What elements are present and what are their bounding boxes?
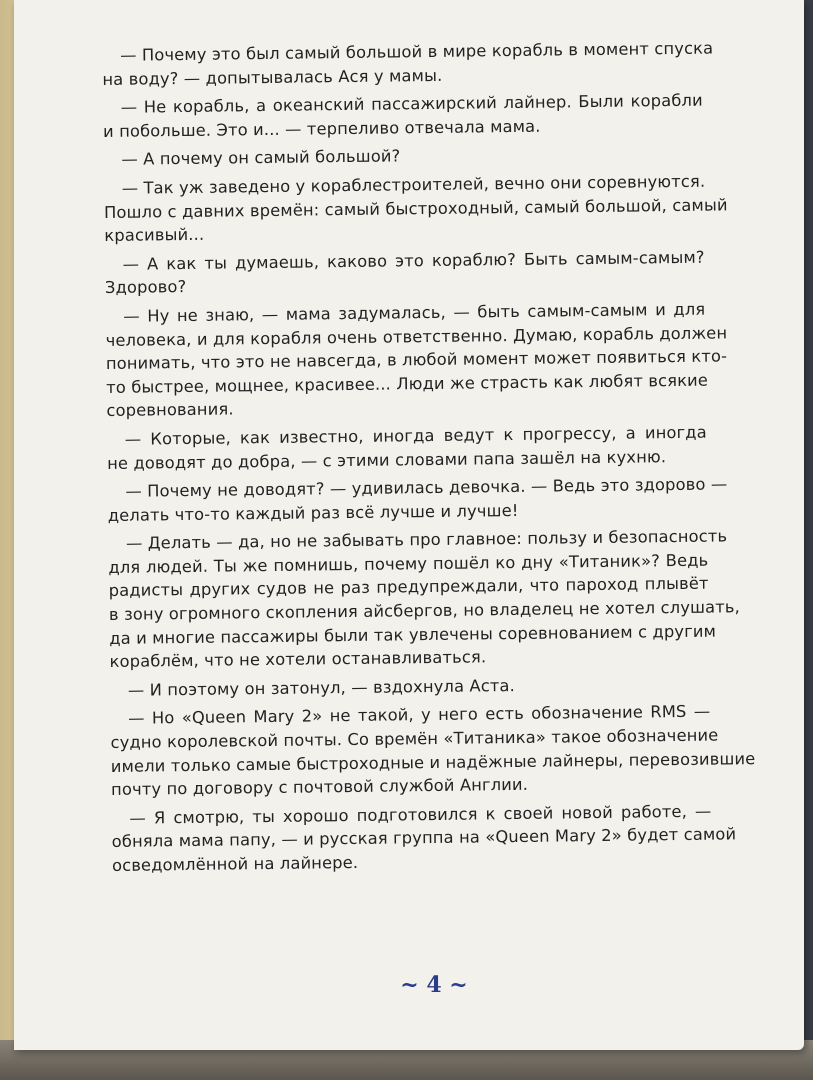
text-line: — Делать — да, но не забывать про главное: пользу и безопасность: [125, 526, 728, 554]
text-line: имели только самые быстроходные и надёжные лайнеры, перевозившие: [110, 748, 756, 776]
text-line: осведомлённой на лайнере.: [111, 852, 359, 875]
text-line: — Ну не знаю, — мама задумалась, — быть самым-самым и для: [123, 299, 706, 326]
text-line: и побольше. Это и... — терпеливо отвечала мама.: [102, 116, 541, 141]
text-line: на воду? — допытывалась Ася у мамы.: [102, 65, 443, 89]
text-line: — Я смотрю, ты хорошо подготовился к своей новой работе, —: [129, 801, 712, 828]
text-line: — Которые, как известно, иногда ведут к прогрессу, а иногда: [124, 422, 707, 449]
text-line: Пошло с давних времён: самый быстроходный, самый большой, самый: [103, 194, 728, 222]
text-line: то быстрее, мощнее, красивее... Люди же страсть как любят всякие: [106, 370, 709, 397]
book-page: [14, 0, 804, 1050]
text-line: да и многие пассажиры были так увлечены соревнованием с другим: [109, 621, 717, 648]
text-line: — Не корабль, а океанский пассажирский лайнер. Были корабли: [120, 90, 703, 117]
text-line: обняла мама папу, — и русская группа на «Queen Mary 2» будет самой: [111, 824, 737, 852]
text-line: не доводят до добра, — с этими словами папа зашёл на кухню.: [107, 446, 667, 473]
page-number: ~ 4 ~: [400, 972, 468, 998]
text-line: соревнования.: [106, 399, 234, 421]
text-line: кораблём, что не хотели останавливаться.: [109, 647, 487, 672]
text-line: — Но «Queen Mary 2» не такой, у него есть обозначение RMS —: [128, 702, 711, 729]
text-line: — А почему он самый большой?: [121, 146, 401, 170]
text-line: — Почему это был самый большой в мире корабль в момент спуска: [120, 38, 714, 65]
text-line: — Так уж заведено у кораблестроителей, вечно они соревнуются.: [121, 171, 706, 198]
text-line: Здорово?: [104, 277, 187, 298]
text-line: в зону огромного скопления айсбергов, но владелец не хотел слушать,: [108, 597, 741, 625]
text-line: красивый...: [104, 224, 205, 246]
text-line: человека, и для корабля очень ответственно. Думаю, корабль должен: [105, 322, 728, 350]
text-line: — И поэтому он затонул, — вздохнула Аста.: [127, 675, 516, 700]
text-line: делать что-то каждый раз всё лучше и лучше!: [107, 500, 519, 525]
text-line: радисты других судов не раз предупреждали, что пароход плывёт: [108, 574, 709, 601]
text-line: понимать, что это не навсегда, в любой момент может появиться кто-: [105, 346, 728, 374]
text-line: почту по договору с почтовой службой Англии.: [110, 775, 529, 800]
text-line: для людей. Ты же помнишь, почему пошёл ко дну «Титаник»? Ведь: [108, 550, 709, 577]
text-line: — Почему не доводят? — удивилась девочка. — Ведь это здорово —: [125, 474, 728, 501]
page-text: [102, 37, 756, 883]
text-line: судно королевской почты. Со времён «Титаника» такое обозначение: [110, 725, 719, 752]
text-line: — А как ты думаешь, каково это кораблю? Быть самым-самым?: [122, 247, 705, 274]
